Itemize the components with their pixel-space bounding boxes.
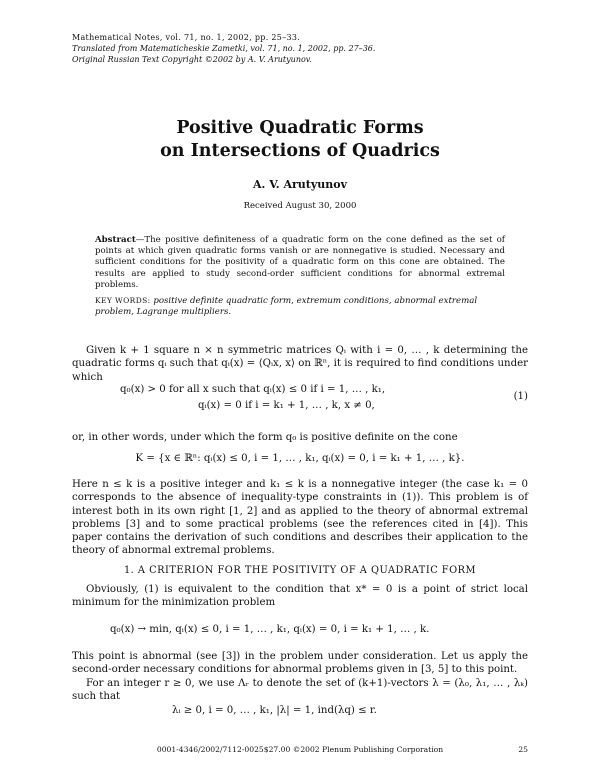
abstract-text: —The positive definiteness of a quadratic form on the cone defined as the set of points at which given quadratic forms vanish or are nonnegative is studied. Necessary and sufficient conditions for the positivity of a quadratic form on this cone are obtained. The results are applied to study second-order sufficient conditions for abnormal extremal problems. xyxy=(95,235,505,290)
received-date: Received August 30, 2000 xyxy=(243,201,357,211)
journal-header-line: Mathematical Notes, vol. 71, no. 1, 2002, pp. 25–33. xyxy=(72,33,301,42)
section-title: 1. A CRITERION FOR THE POSITIVITY OF A QUADRATIC FORM xyxy=(123,565,477,576)
author-name: A. V. Arutyunov xyxy=(253,178,347,191)
page-number: 25 xyxy=(518,745,528,754)
body-paragraph-3: Here n ≤ k is a positive integer and k₁ ≤ k is a nonnegative integer (the case k₁ = 0 corresponds to the absence of inequality-type constraints in (1)). This problem is of interest both in its own right [1, 2] and as applied to the theory of abnormal extremal problems [3] and to some practical problems (see the references cited in [4]). This paper contains the derivation of such conditions and describes their application to the theory of abnormal extremal problems. xyxy=(72,479,528,557)
paper-title-line-2: on Intersections of Quadrics xyxy=(160,141,440,161)
equation-1-line-2: qᵢ(x) = 0 if i = k₁ + 1, … , k, x ≠ 0, xyxy=(198,400,375,411)
copyright-note: Original Russian Text Copyright ©2002 by A. V. Arutyunov. xyxy=(72,55,312,64)
cone-definition-equation: K = {x ∈ ℝⁿ: qᵢ(x) ≤ 0, i = 1, … , k₁, qᵢ(x) = 0, i = k₁ + 1, … , k}. xyxy=(135,453,465,464)
paper-title-line-1: Positive Quadratic Forms xyxy=(176,118,424,138)
body-paragraph-4: Obviously, (1) is equivalent to the condition that x* = 0 is a point of strict local minimum for the minimization problem xyxy=(72,584,528,609)
body-paragraph-1: Given k + 1 square n × n symmetric matrices Qᵢ with i = 0, … , k determining the quadratic forms qᵢ such that qᵢ(x) = ⟨Qᵢx, x⟩ on ℝⁿ, it is required to find conditions under which xyxy=(72,345,528,383)
equation-1 xyxy=(120,382,420,414)
keywords-label: KEY WORDS: xyxy=(95,296,151,305)
body-paragraph-2: or, in other words, under which the form q₀ is positive definite on the cone xyxy=(72,432,458,443)
equation-1-number: (1) xyxy=(513,391,528,402)
keywords-text: positive definite quadratic form, extremum conditions, abnormal extremal problem, Lagrange multipliers. xyxy=(95,296,478,318)
equation-1-line-1: q₀(x) > 0 for all x such that qᵢ(x) ≤ 0 if i = 1, … , k₁, xyxy=(120,384,386,395)
minimization-problem-equation: q₀(x) → min, qᵢ(x) ≤ 0, i = 1, … , k₁, qᵢ(x) = 0, i = k₁ + 1, … , k. xyxy=(110,624,430,635)
body-paragraph-5: This point is abnormal (see [3]) in the problem under consideration. Let us apply the second-order necessary conditions for abnormal problems given in [3, 5] to this point. xyxy=(72,651,528,676)
translation-note: Translated from Matematicheskie Zametki, vol. 71, no. 1, 2002, pp. 27–36. xyxy=(72,44,376,53)
lambda-set-equation: λᵢ ≥ 0, i = 0, … , k₁, |λ| = 1, ind(λq) ≤ r. xyxy=(172,705,377,716)
footer-issn: 0001-4346/2002/7112-0025$27.00 ©2002 Plenum Publishing Corporation xyxy=(156,745,444,754)
abstract xyxy=(95,235,505,291)
keywords xyxy=(95,295,505,318)
abstract-label: Abstract xyxy=(95,235,136,245)
body-paragraph-6: For an integer r ≥ 0, we use Λᵣ to denote the set of (k+1)-vectors λ = (λ₀, λ₁, … , λₖ) such that xyxy=(72,678,528,703)
